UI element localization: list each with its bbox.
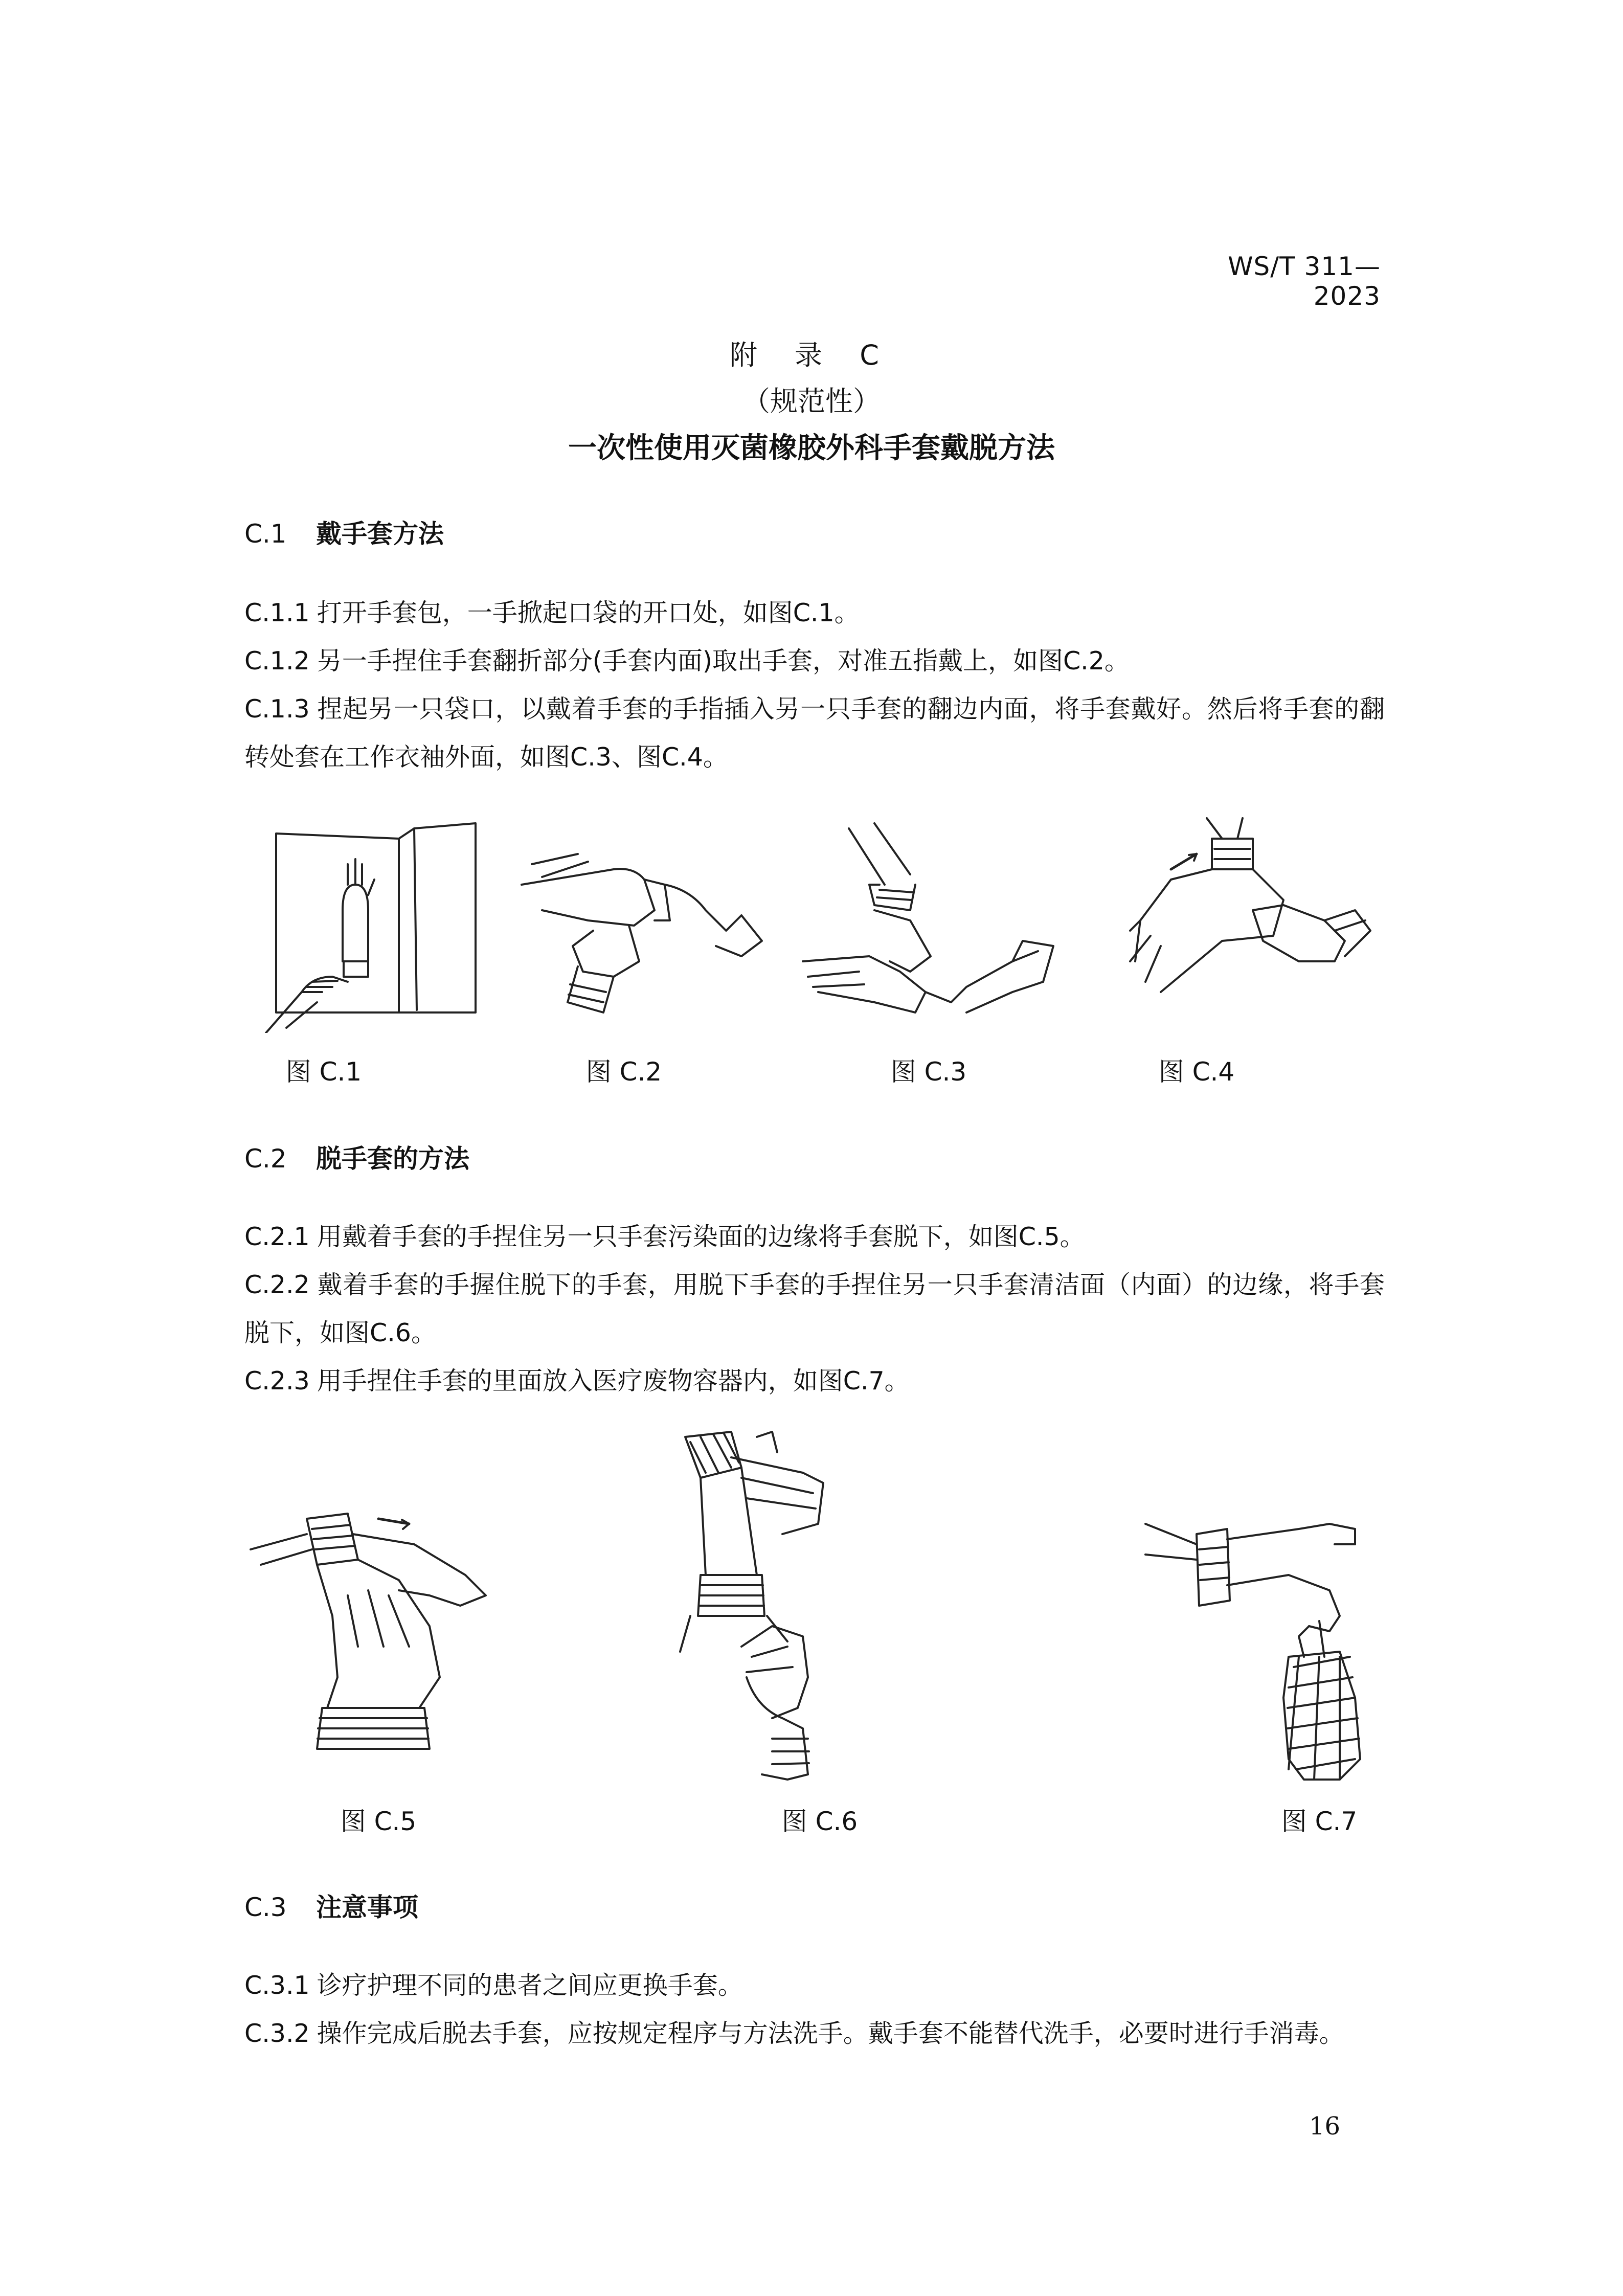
clause-number: C.2.1 [244,1222,310,1251]
clause-text: 诊疗护理不同的患者之间应更换手套。 [317,1971,743,2000]
figure-caption-c4: 图 C.4 [1158,1057,1235,1087]
figure-caption-c5: 图 C.5 [340,1807,417,1836]
figure-c5-illustration [245,1462,511,1780]
clause-c2-2 [244,1261,1385,1357]
figure-c1-illustration [245,808,491,1033]
section-title: 脱手套的方法 [316,1144,469,1174]
section-number: C.1 [244,519,287,549]
section-heading-c1 [244,513,444,550]
clause-c3-1 [244,1962,1385,2010]
annex-name: 一次性使用灭菌橡胶外科手套戴脱方法 [568,432,1055,465]
figure-c2-illustration [511,808,767,1033]
figure-caption-c2: 图 C.2 [585,1057,662,1087]
section-heading-c2 [244,1138,469,1175]
figure-caption-c3: 图 C.3 [890,1057,967,1087]
clause-text: 另一手捏住手套翻折部分(手套内面)取出手套，对准五指戴上，如图C.2。 [317,646,1130,676]
clause-c1-1 [244,589,1385,637]
figure-caption-c6: 图 C.6 [781,1807,858,1836]
clause-text: 捏起另一只袋口，以戴着手套的手指插入另一只手套的翻边内面，将手套戴好。然后将手套的翻转处套在工作衣袖外面，如图C.3、图C.4。 [244,694,1385,772]
clause-text: 操作完成后脱去手套，应按规定程序与方法洗手。戴手套不能替代洗手，必要时进行手消毒。 [317,2019,1344,2048]
annex-type: （规范性） [742,385,881,417]
figure-c4-illustration [1120,808,1376,1033]
clause-number: C.2.2 [244,1270,310,1299]
clause-text: 用手捏住手套的里面放入医疗废物容器内，如图C.7。 [317,1366,910,1395]
clause-c2-1 [244,1213,1385,1261]
document-code: WS/T 311—2023 [1228,252,1381,311]
clause-number: C.1.1 [244,598,310,627]
section-title: 戴手套方法 [316,519,444,549]
clause-text: 用戴着手套的手捏住另一只手套污染面的边缘将手套脱下，如图C.5。 [317,1222,1085,1251]
section-heading-c3 [244,1887,418,1924]
figure-caption-c1: 图 C.1 [285,1057,362,1087]
clause-c3-2 [244,2010,1385,2058]
section-number: C.3 [244,1893,287,1922]
clause-text: 打开手套包，一手掀起口袋的开口处，如图C.1。 [317,598,860,627]
clause-c2-3 [244,1357,1385,1405]
page-number: 16 [1309,2112,1341,2141]
clause-c1-3 [244,685,1385,781]
figure-c3-illustration [798,808,1074,1033]
clause-number: C.3.1 [244,1971,310,2000]
clause-number: C.3.2 [244,2019,310,2048]
section-title: 注意事项 [316,1893,418,1922]
figure-caption-c7: 图 C.7 [1281,1807,1358,1836]
section-number: C.2 [244,1144,287,1174]
clause-c1-2 [244,637,1385,685]
annex-title: 附 录 C [729,339,894,371]
clause-text: 戴着手套的手握住脱下的手套，用脱下手套的手捏住另一只手套清洁面（内面）的边缘，将手套脱下，如图C.6。 [244,1270,1385,1347]
figure-c7-illustration [1135,1503,1381,1790]
clause-number: C.2.3 [244,1366,310,1395]
clause-number: C.1.3 [244,694,310,724]
clause-number: C.1.2 [244,646,310,676]
figure-c6-illustration [670,1422,890,1790]
